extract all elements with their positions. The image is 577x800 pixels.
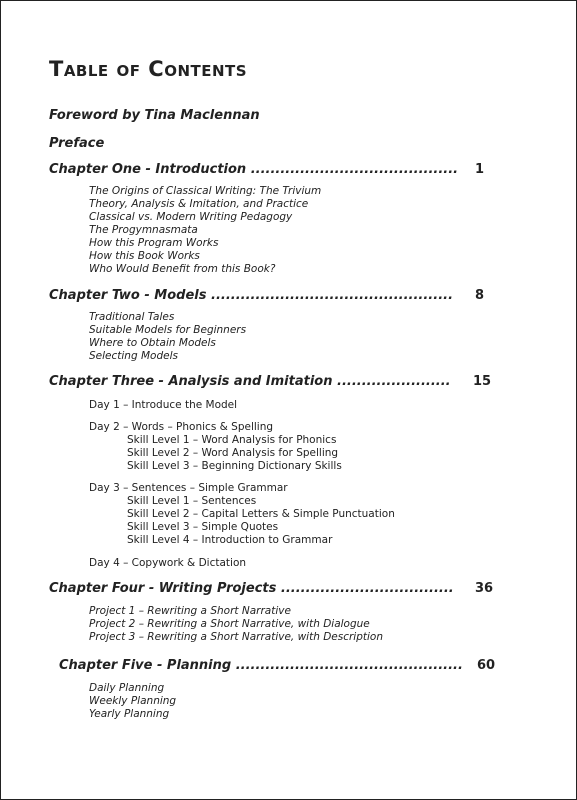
toc-chapter-five-page: 60 xyxy=(477,658,496,673)
toc-item[interactable]: Selecting Models xyxy=(89,350,178,362)
toc-day-2 xyxy=(89,421,342,473)
toc-day-label[interactable]: Day 1 – Introduce the Model xyxy=(89,399,238,411)
toc-item[interactable]: Classical vs. Modern Writing Pedagogy xyxy=(89,211,293,223)
toc-day-label[interactable]: Day 4 – Copywork & Dictation xyxy=(89,557,247,569)
toc-day-label[interactable]: Day 2 – Words – Phonics & Spelling xyxy=(89,421,274,433)
toc-chapter-five-items xyxy=(89,682,176,721)
toc-item[interactable]: Project 1 – Rewriting a Short Narrative xyxy=(89,605,291,617)
toc-item[interactable]: Who Would Benefit from this Book? xyxy=(89,263,276,275)
toc-skill-level[interactable]: Skill Level 2 – Word Analysis for Spelling xyxy=(127,447,339,459)
toc-skill-level[interactable]: Skill Level 2 – Capital Letters & Simple Punctuation xyxy=(127,508,395,520)
toc-item[interactable]: Project 2 – Rewriting a Short Narrative, with Dialogue xyxy=(89,618,370,630)
toc-item[interactable]: Project 3 – Rewriting a Short Narrative, with Description xyxy=(89,631,383,643)
toc-item[interactable]: Suitable Models for Beginners xyxy=(89,324,247,336)
toc-item[interactable]: The Progymnasmata xyxy=(89,224,198,236)
toc-item[interactable]: Where to Obtain Models xyxy=(89,337,216,349)
toc-day-1 xyxy=(89,399,237,412)
toc-foreword[interactable]: Foreword by Tina Maclennan xyxy=(49,108,260,123)
toc-chapter-four-items xyxy=(89,605,383,644)
toc-item[interactable]: Weekly Planning xyxy=(89,695,177,707)
toc-item[interactable]: How this Book Works xyxy=(89,250,200,262)
toc-item[interactable]: Theory, Analysis & Imitation, and Practice xyxy=(89,198,309,210)
toc-chapter-one-page: 1 xyxy=(475,162,485,177)
toc-item[interactable]: Daily Planning xyxy=(89,682,165,694)
toc-chapter-five[interactable]: Chapter Five - Planning .............................................. xyxy=(59,658,463,673)
toc-chapter-one[interactable]: Chapter One - Introduction .......................................... xyxy=(49,162,459,177)
page-title: Table of Contents xyxy=(49,57,248,81)
toc-chapter-four-page: 36 xyxy=(475,581,494,596)
toc-item[interactable]: Yearly Planning xyxy=(89,708,170,720)
toc-day-4 xyxy=(89,557,246,570)
toc-item[interactable]: How this Program Works xyxy=(89,237,219,249)
toc-skill-level[interactable]: Skill Level 1 – Word Analysis for Phonics xyxy=(127,434,337,446)
toc-chapter-two-page: 8 xyxy=(475,288,485,303)
toc-chapter-four[interactable]: Chapter Four - Writing Projects ................................... xyxy=(49,581,454,596)
toc-chapter-two-items xyxy=(89,311,246,363)
toc-skill-level[interactable]: Skill Level 4 – Introduction to Grammar xyxy=(127,534,333,546)
toc-day-3 xyxy=(89,482,395,547)
toc-chapter-three[interactable]: Chapter Three - Analysis and Imitation ....................... xyxy=(49,374,451,389)
toc-chapter-two[interactable]: Chapter Two - Models ................................................. xyxy=(49,288,454,303)
toc-item[interactable]: Traditional Tales xyxy=(89,311,175,323)
toc-chapter-three-page: 15 xyxy=(473,374,492,389)
toc-skill-level[interactable]: Skill Level 1 – Sentences xyxy=(127,495,257,507)
toc-item[interactable]: The Origins of Classical Writing: The Trivium xyxy=(89,185,322,197)
toc-skill-level[interactable]: Skill Level 3 – Simple Quotes xyxy=(127,521,279,533)
toc-skill-level[interactable]: Skill Level 3 – Beginning Dictionary Skills xyxy=(127,460,342,472)
toc-day-label[interactable]: Day 3 – Sentences – Simple Grammar xyxy=(89,482,288,494)
toc-preface[interactable]: Preface xyxy=(49,136,105,151)
toc-chapter-one-items xyxy=(89,185,321,276)
